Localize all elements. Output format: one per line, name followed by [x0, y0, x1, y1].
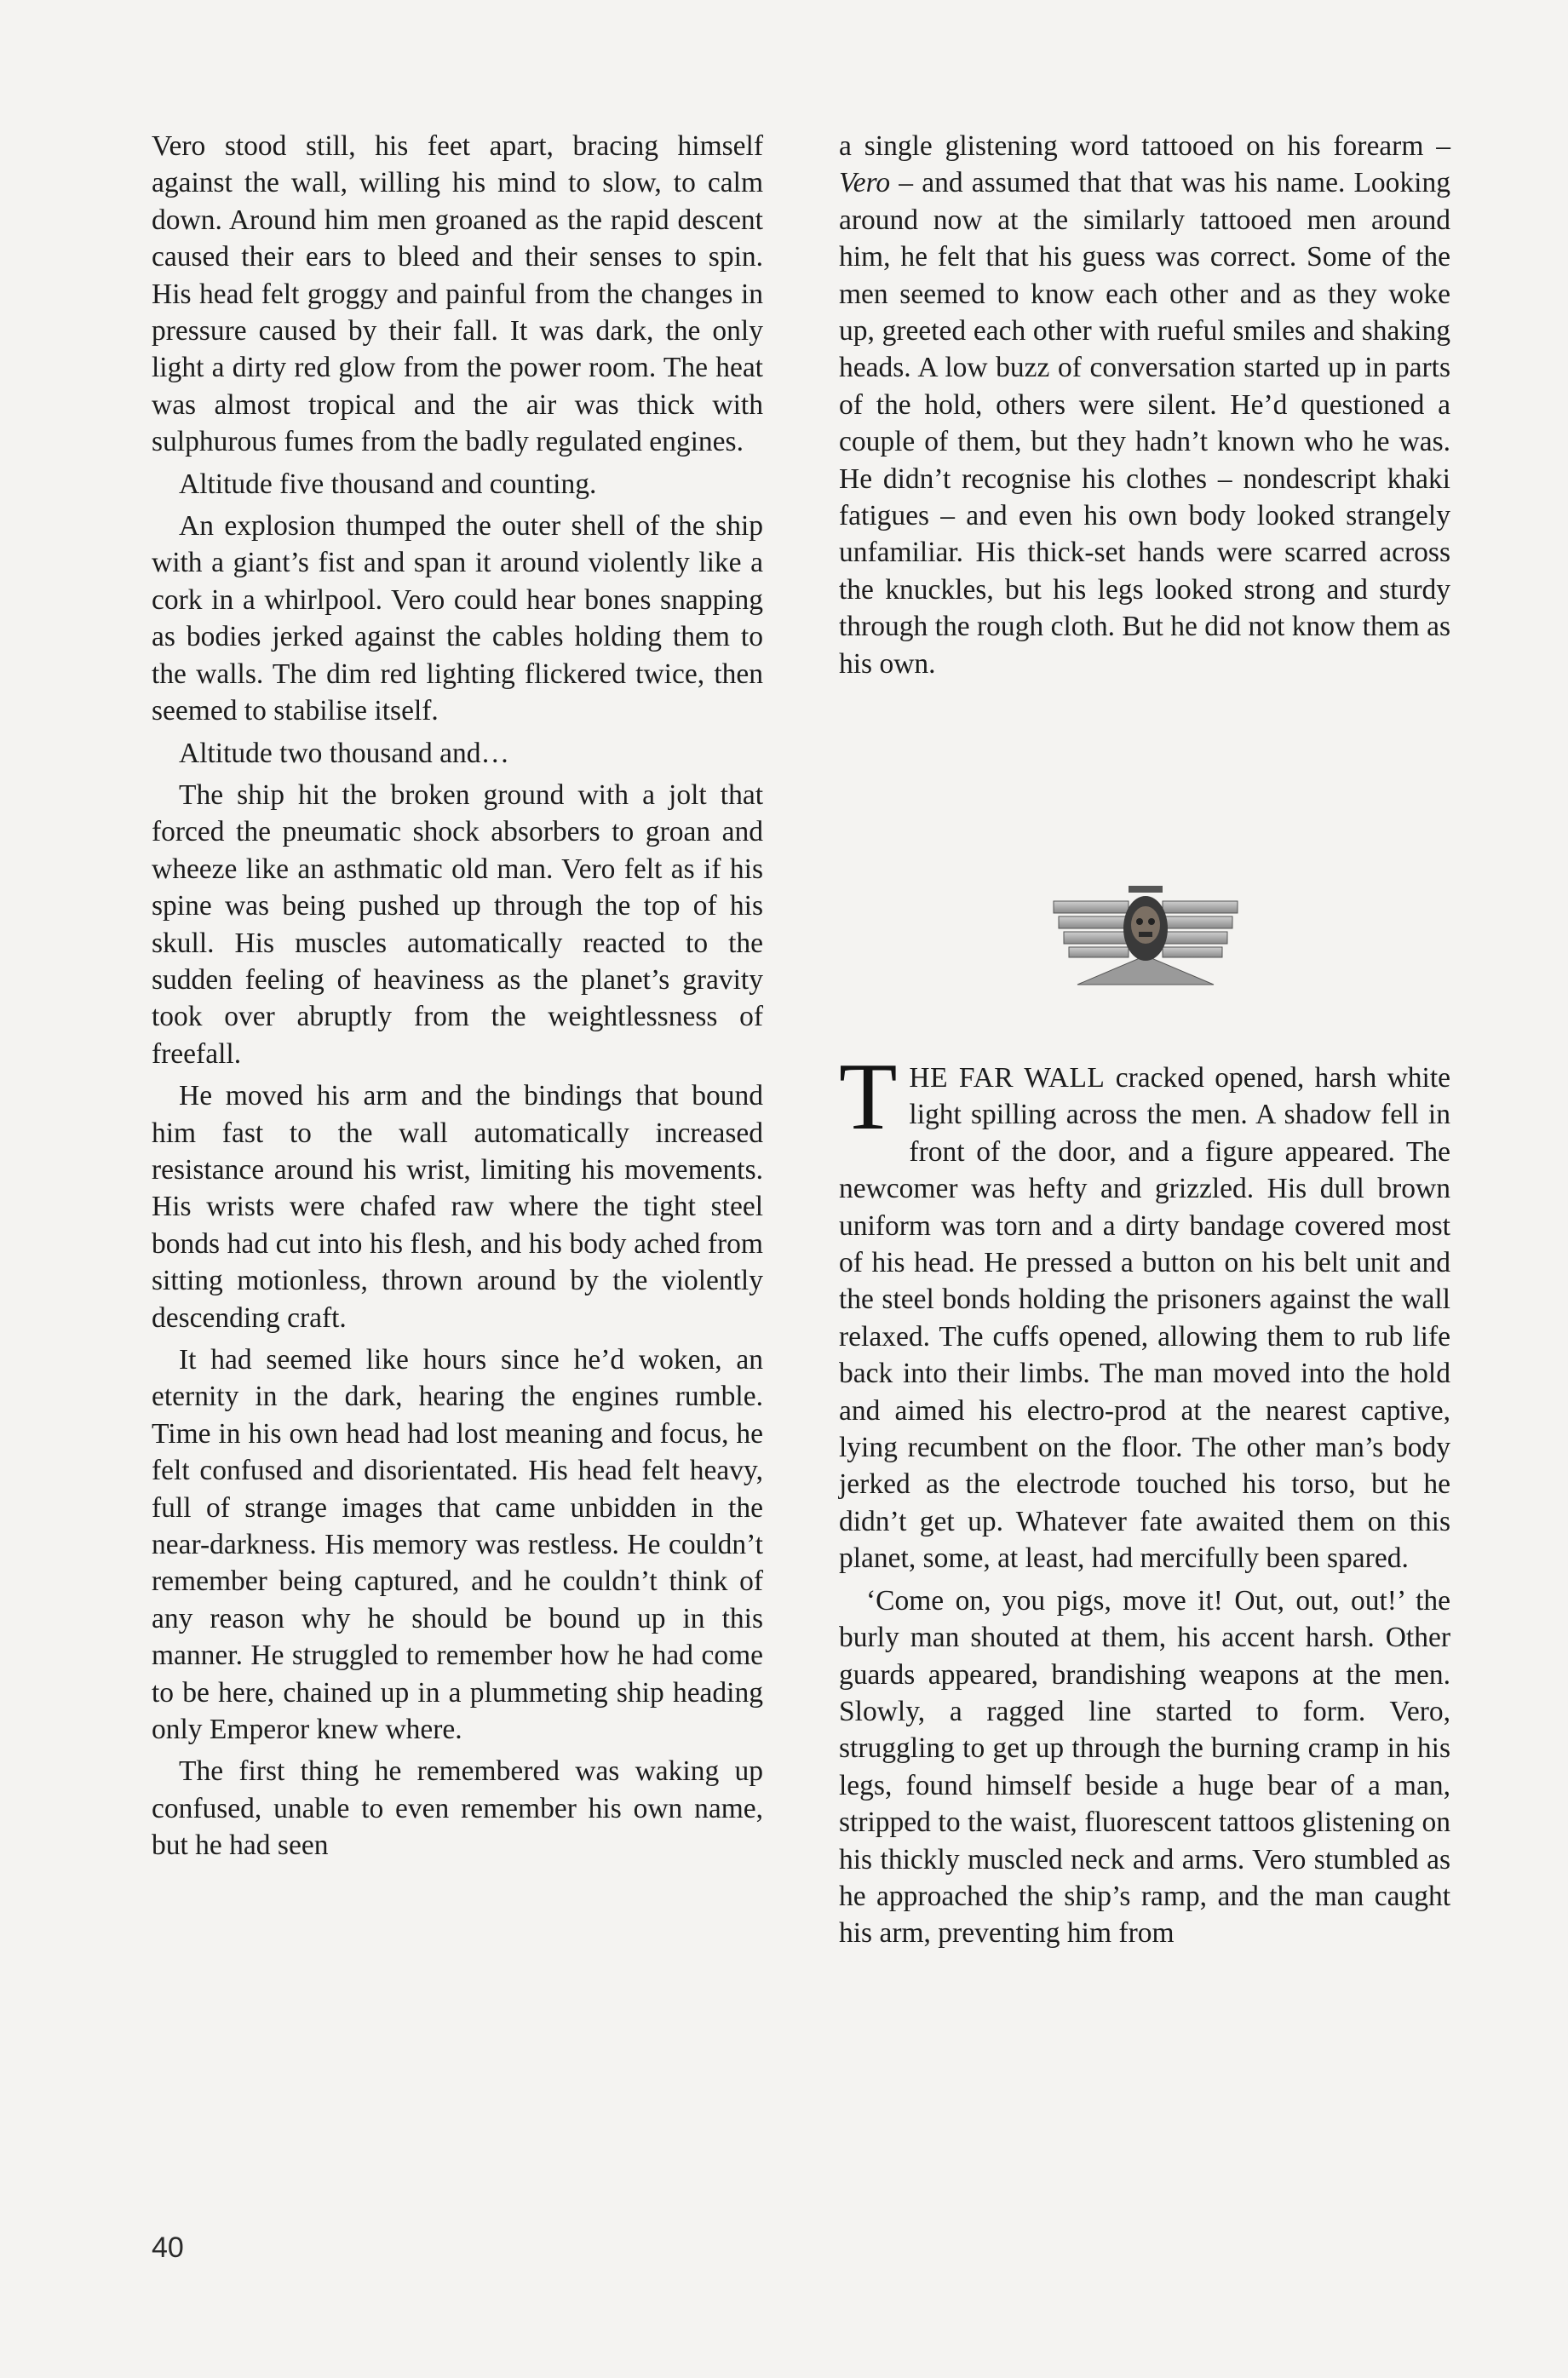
- page-number: 40: [152, 2232, 184, 2264]
- left-column: [152, 128, 763, 1870]
- section-opening-paragraph: [839, 1044, 1450, 1577]
- drop-cap: T: [839, 1044, 898, 1150]
- right-column: [839, 128, 1450, 687]
- right-column-section: [839, 1044, 1450, 1957]
- paragraph: He moved his arm and the bindings that bound him fast to the wall automatically increased resistance around his wrist, limiting his movements. His wrists were chafed raw where the tight steel bonds had cut into his flesh, and his body ached from sitting motionless, thrown around by the violently descending craft.: [152, 1080, 763, 1334]
- paragraph: ‘Come on, you pigs, move it! Out, out, out!’ the burly man shouted at them, his accent harsh. Other guards appeared, brandishing weapons at the men. Slowly, a ragged line started to form. Vero, struggling to get up through the burning cramp in his legs, found himself beside a huge bear of a man, stripped to the waist, fluorescent tattoos glistening on his thickly muscled neck and arms. Vero stumbled as he approached the ship’s ramp, and the man caught his arm, preventing him from: [839, 1584, 1450, 1950]
- winged-skull-emblem-icon: [1043, 877, 1248, 997]
- text-span: cracked opened, harsh white light spilling across the men. A shadow fell in front of the door, and a figure appeared. The newcomer was hefty and grizzled. His dull brown uniform was torn and a dirty bandage covered most of his head. He pressed a button on his belt unit and the steel bonds holding the prisoners against the wall relaxed. The cuffs opened, allowing them to rub life back into their limbs. The man moved into the hold and aimed his electro-prod at the nearest captive, lying recumbent on the floor. The other man’s body jerked as the electrode touched his torso, but he didn’t get up. Whatever fate awaited them on this planet, some, at least, had mercifully been spared.: [839, 1062, 1450, 1575]
- text-span: a single glistening word tattooed on his forearm –: [839, 130, 1450, 162]
- paragraph: An explosion thumped the outer shell of the ship with a giant’s fist and span it around violently like a cork in a whirlpool. Vero could hear bones snapping as bodies jerked against the cables holding them to the walls. The dim red lighting flickered twice, then seemed to stabilise itself.: [152, 510, 763, 727]
- paragraph: Altitude five thousand and counting.: [179, 468, 597, 500]
- paragraph: It had seemed like hours since he’d woken, an eternity in the dark, hearing the engines rumble. Time in his own head had lost meaning and focus, he felt confused and disorientated. His head felt heavy, full of strange images that came unbidden in the near-darkness. His memory was restless. He couldn’t remember being captured, and he couldn’t think of any reason why he should be bound up in this manner. He struggled to remember how he had come to be here, chained up in a plummeting ship heading only Emperor knew where.: [152, 1344, 763, 1746]
- lead-in-caps: HE FAR WALL: [909, 1062, 1106, 1094]
- paragraph-continuation: [839, 128, 1450, 682]
- paragraph: Altitude two thousand and…: [179, 737, 509, 769]
- paragraph: Vero stood still, his feet apart, bracing himself against the wall, willing his mind to slow, to calm down. Around him men groaned as the rapid descent caused their ears to bleed and their senses to spin. His head felt groggy and painful from the changes in pressure caused by their fall. It was dark, the only light a dirty red glow from the power room. The heat was almost tropical and the air was thick with sulphurous fumes from the badly regulated engines.: [152, 130, 763, 458]
- text-span: – and assumed that that was his name. Looking around now at the similarly tattooed men around him, he felt that his guess was correct. Some of the men seemed to know each other and as they woke up, greeted each other with rueful smiles and shaking heads. A low buzz of conversation started up in parts of the hold, others were silent. He’d questioned a couple of them, but they hadn’t known who he was. He didn’t recognise his clothes – nondescript khaki fatigues – and even his own body looked strangely unfamiliar. His thick-set hands were scarred across the knuckles, but his legs looked strong and sturdy through the rough cloth. But he did not know them as his own.: [839, 167, 1450, 680]
- section-ornament: [1043, 877, 1248, 997]
- paragraph: The ship hit the broken ground with a jolt that forced the pneumatic shock absorbers to groan and wheeze like an asthmatic old man. Vero felt as if his spine was being pushed up through the top of his skull. His muscles automatically reacted to the sudden feeling of heaviness as the planet’s gravity took over abruptly from the weightlessness of freefall.: [152, 778, 763, 1070]
- italic-name: Vero: [839, 167, 891, 199]
- paragraph: The first thing he remembered was waking up confused, unable to even remember his own name, but he had seen: [152, 1755, 763, 1862]
